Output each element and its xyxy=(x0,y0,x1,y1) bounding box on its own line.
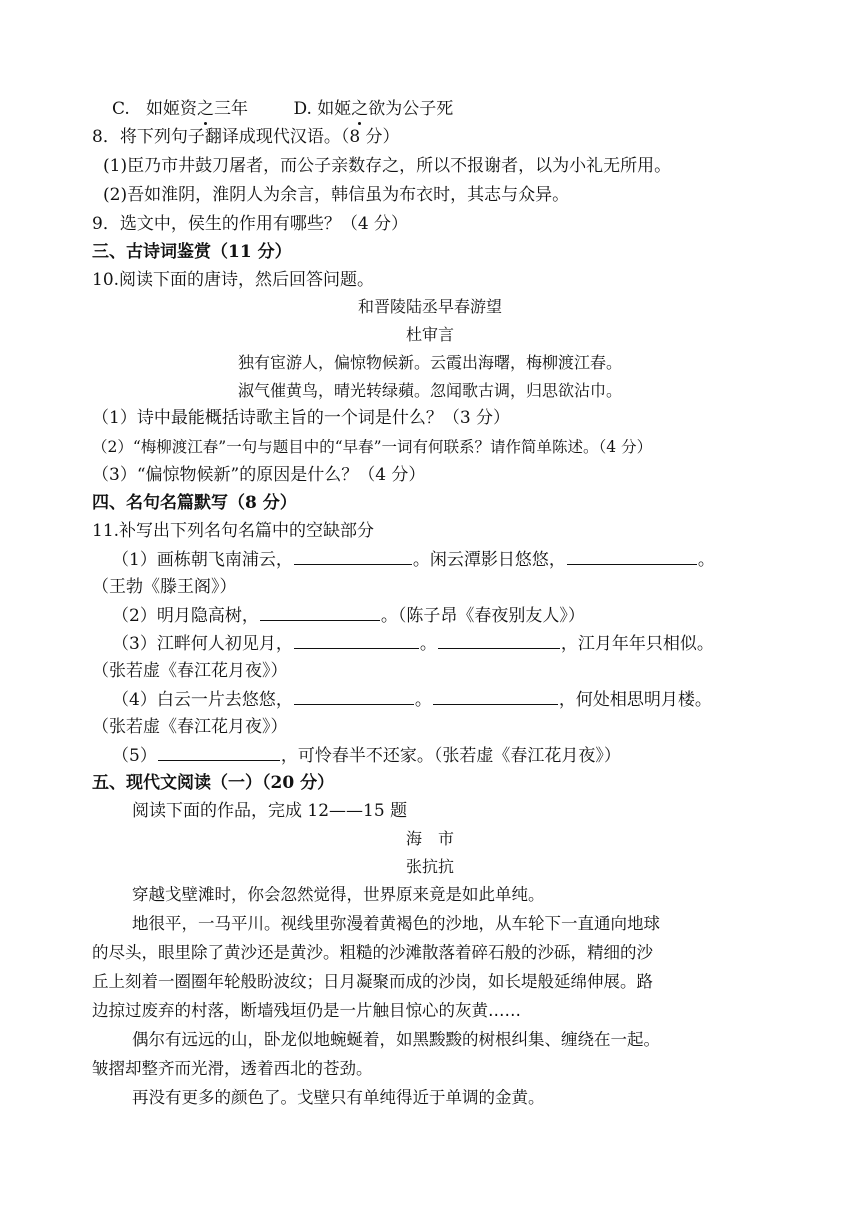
article-para-3-line-2: 皱摺却整齐而光滑，透着西北的苍劲。 xyxy=(92,1059,373,1078)
section-5-heading: 五、现代文阅读（一）（20 分） xyxy=(92,773,335,793)
option-c-label: C. xyxy=(112,99,130,119)
article-para-2-line-1: 地很平，一马平川。视线里弥漫着黄褐色的沙地，从车轮下一直通向地球 xyxy=(132,914,660,933)
q11-title: 11.补写出下列名句名篇中的空缺部分 xyxy=(92,521,375,541)
q11-item-4-source: （张若虚《春江花月夜》） xyxy=(92,717,288,737)
answer-blank[interactable] xyxy=(158,744,280,761)
section-3-heading: 三、古诗词鉴赏（11 分） xyxy=(92,242,292,262)
article-para-2-line-3: 丘上刻着一圈圈年轮般盼波纹；日月凝聚而成的沙岗，如长堤般延绵伸展。路 xyxy=(92,972,653,991)
section-4-heading: 四、名句名篇默写（8 分） xyxy=(92,493,297,513)
q9-title: 9．选文中，侯生的作用有哪些？（4 分） xyxy=(92,214,409,234)
article-para-4: 再没有更多的颜色了。戈壁只有单纯得近于单调的金黄。 xyxy=(132,1088,545,1107)
poem-author: 杜审言 xyxy=(405,325,454,344)
article-para-3-line-1: 偶尔有远远的山，卧龙似地蜿蜒着，如黑黢黢的树根纠集、缠绕在一起。 xyxy=(132,1030,660,1049)
q11-item-5: （5） ，可怜春半不还家。（张若虚《春江花月夜》） xyxy=(112,746,621,766)
q7-option-line xyxy=(112,98,453,120)
article-para-1: 穿越戈壁滩时，你会忽然觉得，世界原来竟是如此单纯。 xyxy=(132,885,545,904)
answer-blank[interactable] xyxy=(294,632,419,649)
poem-line-2: 淑气催黄鸟，晴光转绿蘋。忽闻歌古调，归思欲沾巾。 xyxy=(237,381,622,400)
article-para-2-line-2: 的尽头，眼里除了黄沙还是黄沙。粗糙的沙滩散落着碎石般的沙砾，精细的沙 xyxy=(92,943,653,962)
answer-blank[interactable] xyxy=(294,548,412,565)
q10-title: 10.阅读下面的唐诗，然后回答问题。 xyxy=(92,270,375,290)
q11-item-1-source: （王勃《滕王阁》） xyxy=(92,577,237,597)
option-d-text: 如姬之欲为公子死 xyxy=(317,99,454,119)
q10-sub-1: （1）诗中最能概括诗歌主旨的一个词是什么？（3 分） xyxy=(92,408,511,428)
q11-item-1: （1）画栋朝飞南浦云， 。闲云潭影日悠悠， 。 xyxy=(112,550,715,570)
q10-sub-3: （3）“偏惊物候新”的原因是什么？（4 分） xyxy=(92,465,426,485)
option-c-text: 如姬资之三年 xyxy=(146,99,249,119)
q10-sub-2: （2）“梅柳渡江春”一句与题目中的“早春”一词有何联系？请作简单陈述。（4 分） xyxy=(92,438,653,456)
answer-blank[interactable] xyxy=(438,632,560,649)
article-title: 海 市 xyxy=(405,829,454,848)
answer-blank[interactable] xyxy=(567,548,697,565)
q8-sentence-2: (2)吾如淮阴，淮阴人为余言，韩信虽为布衣时，其志与众异。 xyxy=(103,185,570,205)
q8-sentence-1: (1)臣乃市井鼓刀屠者，而公子亲数存之，所以不报谢者，以为小礼无所用。 xyxy=(103,156,672,176)
q11-item-2: （2）明月隐高树， 。（陈子昂《春夜别友人》） xyxy=(112,606,585,626)
answer-blank[interactable] xyxy=(294,688,414,705)
article-para-2-line-4: 边掠过废弃的村落，断墙残垣仍是一片触目惊心的灰黄…… xyxy=(92,1001,521,1020)
q11-item-3-source: （张若虚《春江花月夜》） xyxy=(92,661,288,681)
q11-item-3: （3）江畔何人初见月， 。 ，江月年年只相似。 xyxy=(112,634,714,654)
emphasis-dot-char: 之 xyxy=(197,99,215,119)
answer-blank[interactable] xyxy=(433,688,558,705)
poem-title: 和晋陵陆丞早春游望 xyxy=(357,297,502,316)
q8-title: 8．将下列句子翻译成现代汉语。（8 分） xyxy=(92,127,400,147)
emphasis-dot-char: 之 xyxy=(351,99,369,119)
article-author: 张抗抗 xyxy=(405,857,454,876)
q11-item-4: （4）白云一片去悠悠， 。 ，何处相思明月楼。 xyxy=(112,690,712,710)
option-d-label: D. xyxy=(293,99,312,119)
poem-line-1: 独有宦游人，偏惊物候新。云霞出海曙，梅柳渡江春。 xyxy=(237,353,622,372)
answer-blank[interactable] xyxy=(260,604,380,621)
reading-intro: 阅读下面的作品，完成 12——15 题 xyxy=(132,801,408,821)
